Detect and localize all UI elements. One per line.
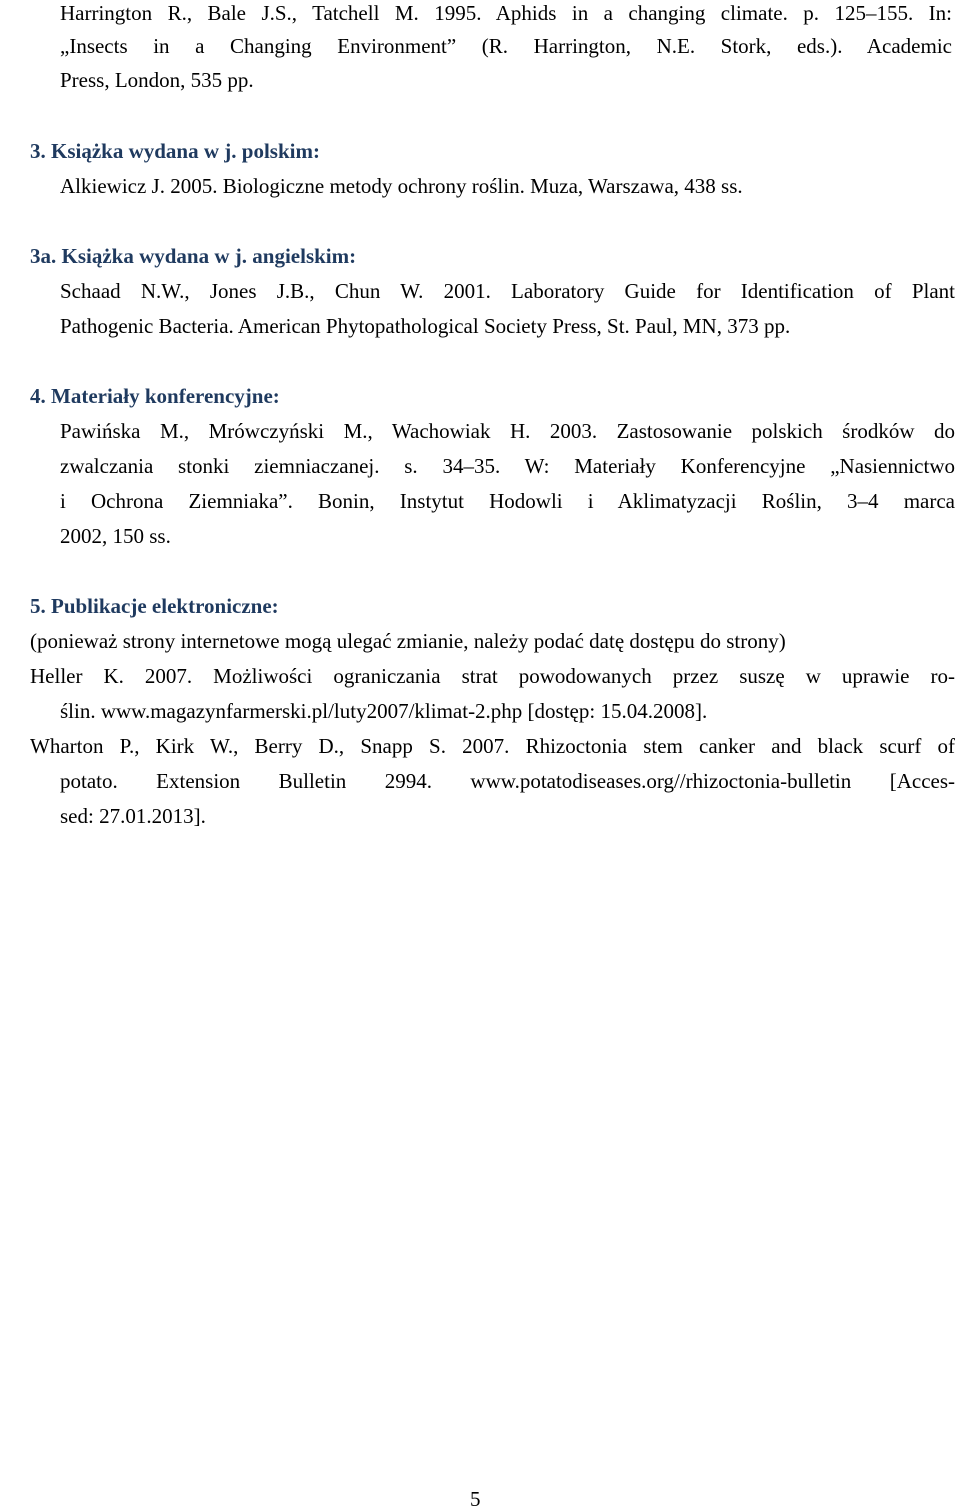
section-5-note: (ponieważ strony internetowe mogą ulegać zmianie, należy podać datę dostępu do strony): [30, 629, 786, 653]
ref-pawinska-line-4: 2002, 150 ss.: [60, 524, 171, 548]
ref-wharton-line-2: potato. Extension Bulletin 2994. www.potatodiseases.org//rhizoctonia-bulletin [Acces-: [60, 769, 955, 793]
section-3a-heading: 3a. Książka wydana w j. angielskim:: [30, 244, 357, 268]
section-4-heading: 4. Materiały konferencyjne:: [30, 384, 280, 408]
ref-harrington-line-1: Harrington R., Bale J.S., Tatchell M. 1995. Aphids in a changing climate. p. 125–155. In:: [60, 1, 952, 25]
ref-pawinska-line-2: zwalczania stonki ziemniaczanej. s. 34–35. W: Materiały Konferencyjne „Nasiennictwo: [60, 454, 955, 478]
ref-alkiewicz: Alkiewicz J. 2005. Biologiczne metody ochrony roślin. Muza, Warszawa, 438 ss.: [60, 174, 743, 198]
ref-schaad-line-1: Schaad N.W., Jones J.B., Chun W. 2001. Laboratory Guide for Identification of Plant: [60, 279, 955, 303]
page-number: 5: [470, 1487, 481, 1511]
ref-wharton-line-1: Wharton P., Kirk W., Berry D., Snapp S. 2007. Rhizoctonia stem canker and black scurf of: [30, 734, 955, 758]
ref-schaad-line-2: Pathogenic Bacteria. American Phytopathological Society Press, St. Paul, MN, 373 pp.: [60, 314, 791, 338]
ref-harrington-line-3: Press, London, 535 pp.: [60, 68, 254, 92]
ref-pawinska-line-1: Pawińska M., Mrówczyński M., Wachowiak H. 2003. Zastosowanie polskich środków do: [60, 419, 955, 443]
ref-heller-line-2: ślin. www.magazynfarmerski.pl/luty2007/klimat-2.php [dostęp: 15.04.2008].: [60, 699, 708, 723]
ref-wharton-line-3: sed: 27.01.2013].: [60, 804, 206, 828]
section-5-heading: 5. Publikacje elektroniczne:: [30, 594, 279, 618]
ref-pawinska-line-3: i Ochrona Ziemniaka”. Bonin, Instytut Hodowli i Aklimatyzacji Roślin, 3–4 marca: [60, 489, 955, 513]
section-3-heading: 3. Książka wydana w j. polskim:: [30, 139, 320, 163]
ref-heller-line-1: Heller K. 2007. Możliwości ograniczania strat powodowanych przez suszę w uprawie ro-: [30, 664, 955, 688]
ref-harrington-line-2: „Insects in a Changing Environment” (R. Harrington, N.E. Stork, eds.). Academic: [60, 34, 952, 58]
